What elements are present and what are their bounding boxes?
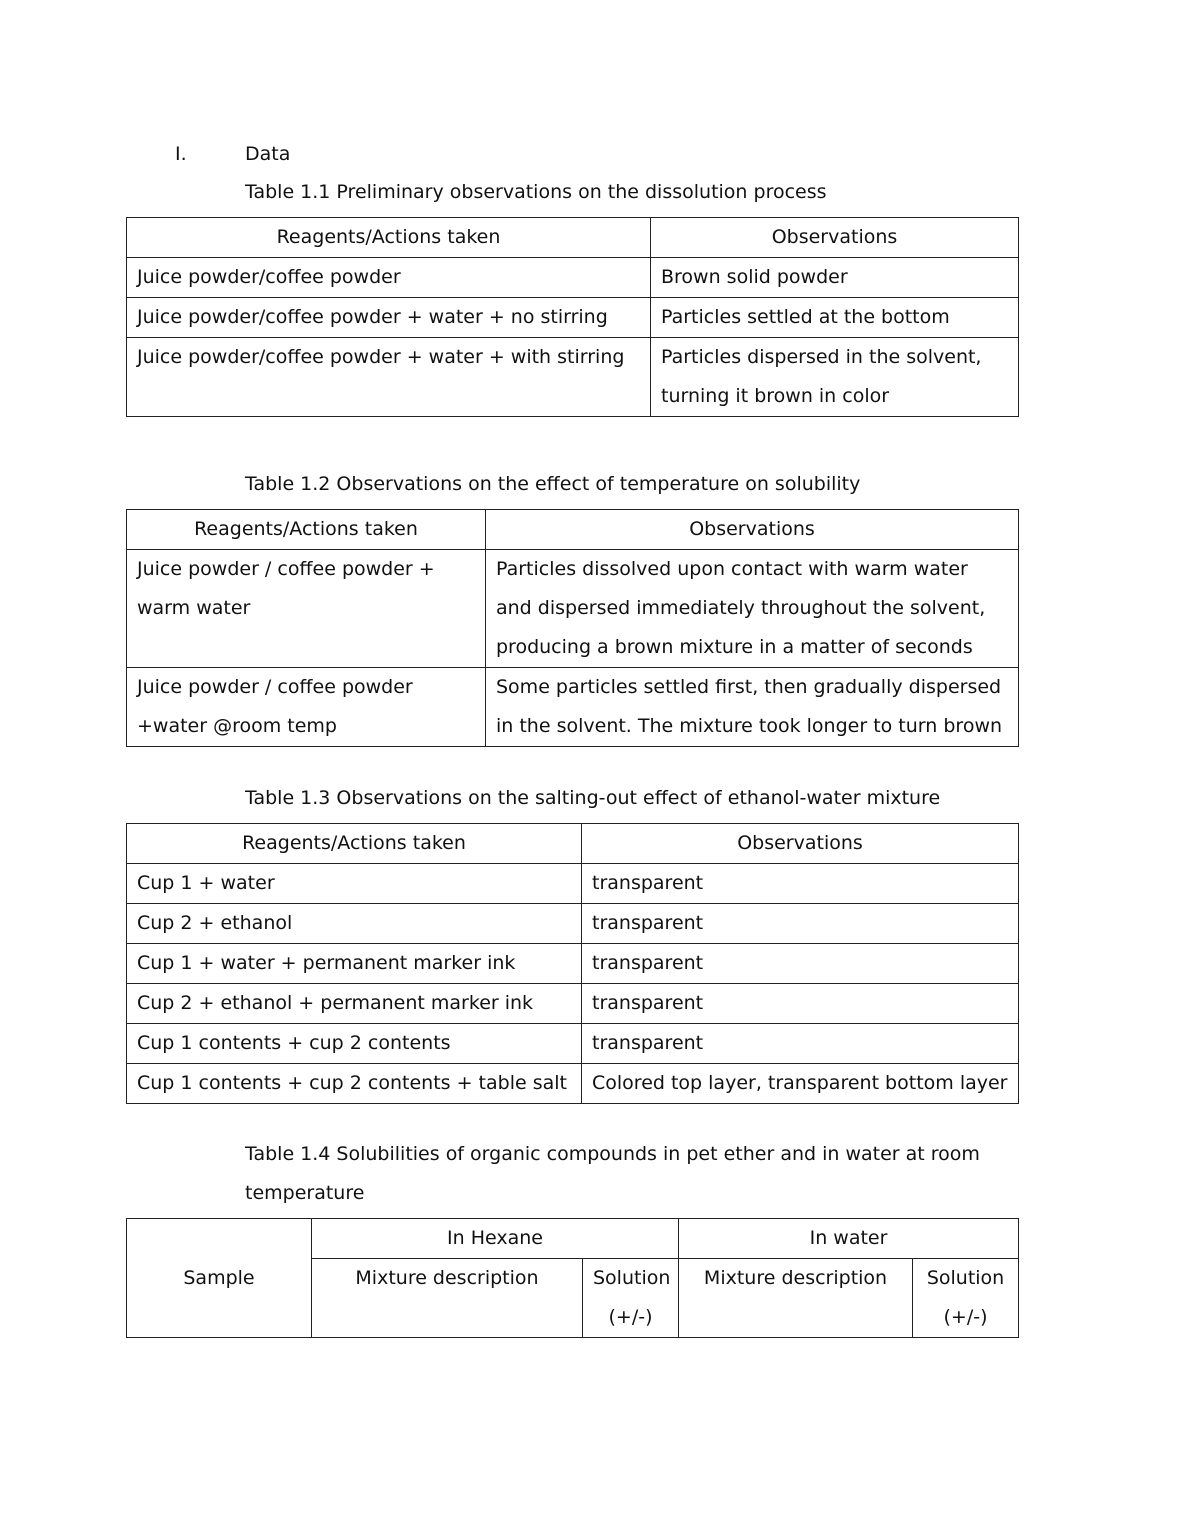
column-header: Observations (582, 824, 1019, 864)
table-1-3 (126, 823, 1019, 1104)
table-row (127, 984, 1019, 1024)
table-1-2 (126, 509, 1019, 747)
table-cell: transparent (582, 904, 1019, 944)
table-row (127, 550, 1019, 668)
column-header: Reagents/Actions taken (127, 824, 582, 864)
table-row (127, 258, 1019, 298)
table-row (127, 864, 1019, 904)
table-1-4-caption: Table 1.4 Solubilities of organic compounds in pet ether and in water at room temperature (245, 1143, 980, 1204)
table-1-2-caption: Table 1.2 Observations on the effect of temperature on solubility (245, 473, 861, 495)
table-cell: transparent (582, 944, 1019, 984)
group-header-hexane: In Hexane (312, 1219, 679, 1259)
table-header-row (127, 510, 1019, 550)
table-cell: Some particles settled first, then gradually dispersed in the solvent. The mixture took longer to turn brown (486, 668, 1019, 747)
table-cell: Cup 1 contents + cup 2 contents + table salt (127, 1064, 582, 1104)
table-cell: Brown solid powder (651, 258, 1019, 298)
table-row (127, 1064, 1019, 1104)
table-cell: Particles dispersed in the solvent, turning it brown in color (651, 338, 1019, 417)
table-1-1 (126, 217, 1019, 417)
table-cell: Juice powder / coffee powder + warm water (127, 550, 486, 668)
column-header: Solution (+/-) (913, 1259, 1019, 1338)
table-cell: Cup 2 + ethanol (127, 904, 582, 944)
table-cell: Juice powder / coffee powder +water @room temp (127, 668, 486, 747)
table-row (127, 338, 1019, 417)
column-header: Mixture description (679, 1259, 913, 1338)
section-number: I. (175, 143, 187, 165)
table-row (127, 1024, 1019, 1064)
table-cell: Juice powder/coffee powder + water + no stirring (127, 298, 651, 338)
table-cell: transparent (582, 984, 1019, 1024)
table-cell: transparent (582, 1024, 1019, 1064)
column-header: Mixture description (312, 1259, 583, 1338)
column-header: Reagents/Actions taken (127, 510, 486, 550)
table-header-row (127, 824, 1019, 864)
table-row (127, 944, 1019, 984)
table-row (127, 904, 1019, 944)
table-cell: Cup 2 + ethanol + permanent marker ink (127, 984, 582, 1024)
table-1-3-caption: Table 1.3 Observations on the salting-out effect of ethanol-water mixture (245, 787, 941, 809)
column-header: Observations (651, 218, 1019, 258)
table-cell: transparent (582, 864, 1019, 904)
column-header: Observations (486, 510, 1019, 550)
table-row (127, 668, 1019, 747)
table-1-1-caption: Table 1.1 Preliminary observations on the dissolution process (245, 181, 827, 203)
table-cell: Juice powder/coffee powder (127, 258, 651, 298)
table-cell: Cup 1 + water + permanent marker ink (127, 944, 582, 984)
table-row (127, 298, 1019, 338)
column-header: Solution (+/-) (583, 1259, 679, 1338)
sample-header: Sample (127, 1219, 312, 1338)
table-cell: Particles settled at the bottom (651, 298, 1019, 338)
section-title: Data (245, 143, 291, 165)
table-header-row (127, 218, 1019, 258)
table-cell: Juice powder/coffee powder + water + with stirring (127, 338, 651, 417)
table-1-4 (126, 1218, 1019, 1338)
column-header: Reagents/Actions taken (127, 218, 651, 258)
table-cell: Colored top layer, transparent bottom layer (582, 1064, 1019, 1104)
table-cell: Cup 1 contents + cup 2 contents (127, 1024, 582, 1064)
table-header-row (127, 1219, 1019, 1259)
table-cell: Cup 1 + water (127, 864, 582, 904)
group-header-water: In water (679, 1219, 1019, 1259)
table-cell: Particles dissolved upon contact with warm water and dispersed immediately throughout the solvent, producing a brown mixture in a matter of seconds (486, 550, 1019, 668)
